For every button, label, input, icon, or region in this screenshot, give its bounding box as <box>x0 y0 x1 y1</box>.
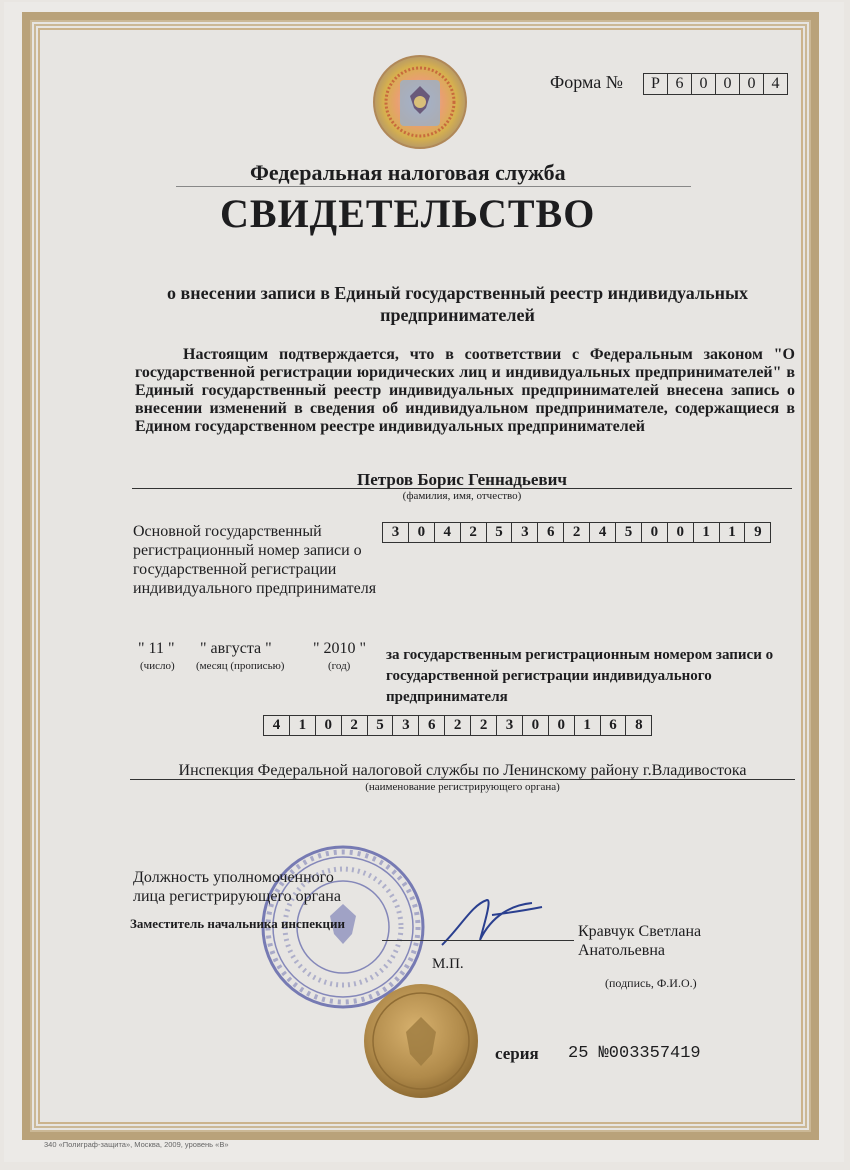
signature-rule <box>382 940 574 941</box>
certificate-paragraph: Настоящим подтверждается, что в соответствии с Федеральным законом "О государственной регистрации юридических лиц и индивидуальных предпринимателей" в Единый государственный реестр индивидуальных предпринимателей внесена запись о внесении изменений в сведения об индивидуальном предпринимателе, содержащиеся в Едином государственном реестре индивидуальных предпринимателей <box>135 346 795 435</box>
form-number-boxes <box>643 73 788 95</box>
gold-seal-icon <box>362 982 480 1100</box>
date-month-caption: (месяц (прописью) <box>196 660 285 672</box>
grn-digit: 2 <box>342 716 368 735</box>
grn-digit: 0 <box>316 716 342 735</box>
authorized-person-label: Должность уполномоченного лица регистрирующего органа <box>133 869 341 905</box>
person-name: Петров Борис Геннадьевич <box>357 470 567 489</box>
ogrnip-digit: 1 <box>694 523 720 542</box>
form-code-cell: 4 <box>771 75 780 92</box>
date-month: " августа " <box>200 640 272 657</box>
printer-footer: 340 «Полиграф-защита», Москва, 2009, уровень «В» <box>44 1140 229 1149</box>
ogrnip-digit: 6 <box>538 523 564 542</box>
ogrnip-digit: 3 <box>383 523 409 542</box>
registering-authority: Инспекция Федеральной налоговой службы по Ленинскому району г.Владивостока <box>178 762 747 779</box>
date-day: " 11 " <box>138 640 175 657</box>
ogrnip-digit: 1 <box>720 523 746 542</box>
grn-digit: 2 <box>445 716 471 735</box>
certificate-title: СВИДЕТЕЛЬСТВО <box>220 191 596 236</box>
hologram-emblem-icon <box>370 52 470 152</box>
grn-digit: 3 <box>497 716 523 735</box>
date-day-caption: (число) <box>140 660 175 672</box>
ogrnip-digit: 2 <box>564 523 590 542</box>
grn-digit: 5 <box>368 716 394 735</box>
signer-name: Кравчук Светлана Анатольевна <box>578 923 702 959</box>
grn-digit: 0 <box>523 716 549 735</box>
grn-digit: 6 <box>419 716 445 735</box>
form-code-cell: 0 <box>740 74 764 94</box>
person-name-rule <box>132 488 792 489</box>
grn-digit: 8 <box>635 717 643 733</box>
form-code-cell: 6 <box>668 74 692 94</box>
seal-place-label: М.П. <box>432 956 464 972</box>
form-code-cell: 0 <box>716 74 740 94</box>
person-name-caption: (фамилия, имя, отчество) <box>402 490 522 502</box>
grn-digit: 0 <box>549 716 575 735</box>
form-code-cell: 0 <box>692 74 716 94</box>
grn-digit: 3 <box>393 716 419 735</box>
ogrnip-digit: 0 <box>642 523 668 542</box>
date-year-caption: (год) <box>328 660 351 672</box>
ogrnip-digit: 9 <box>754 524 762 540</box>
registration-number-text: за государственным регистрационным номером записи о государственной регистрации индивидуального предпринимателя <box>386 647 774 705</box>
series-number: 25 №003357419 <box>568 1044 701 1063</box>
form-code-cell: Р <box>644 74 668 94</box>
agency-name: Федеральная налоговая служба <box>250 160 566 185</box>
ogrnip-label: Основной государственный регистрационный номер записи о государственной регистрации индивидуального предпринимателя <box>133 523 377 597</box>
grn-digit: 1 <box>290 716 316 735</box>
registering-authority-rule <box>130 779 795 780</box>
registering-authority-caption: (наименование регистрирующего органа) <box>365 781 560 793</box>
series-label: серия <box>495 1044 539 1063</box>
ogrnip-digit: 3 <box>512 523 538 542</box>
authorized-person-position: Заместитель начальника инспекции <box>130 916 345 931</box>
ogrnip-digit: 2 <box>461 523 487 542</box>
ogrnip-digit: 5 <box>616 523 642 542</box>
certificate-subtitle: о внесении записи в Единый государственный реестр индивидуальных предпринимателей <box>166 283 749 325</box>
handwritten-signature-icon <box>432 885 552 955</box>
agency-rule <box>176 186 691 187</box>
ogrnip-digit: 0 <box>409 523 435 542</box>
ogrnip-digit: 4 <box>590 523 616 542</box>
grn-boxes <box>263 715 652 736</box>
grn-digit: 6 <box>601 716 627 735</box>
grn-digit: 4 <box>264 716 290 735</box>
ogrnip-digit: 0 <box>668 523 694 542</box>
date-year: " 2010 " <box>313 640 367 657</box>
ogrnip-digit: 5 <box>487 523 513 542</box>
form-number-label: Форма № <box>550 72 623 92</box>
grn-digit: 1 <box>575 716 601 735</box>
ogrnip-boxes <box>382 522 771 543</box>
grn-digit: 2 <box>471 716 497 735</box>
ogrnip-digit: 4 <box>435 523 461 542</box>
signature-caption: (подпись, Ф.И.О.) <box>605 976 697 990</box>
